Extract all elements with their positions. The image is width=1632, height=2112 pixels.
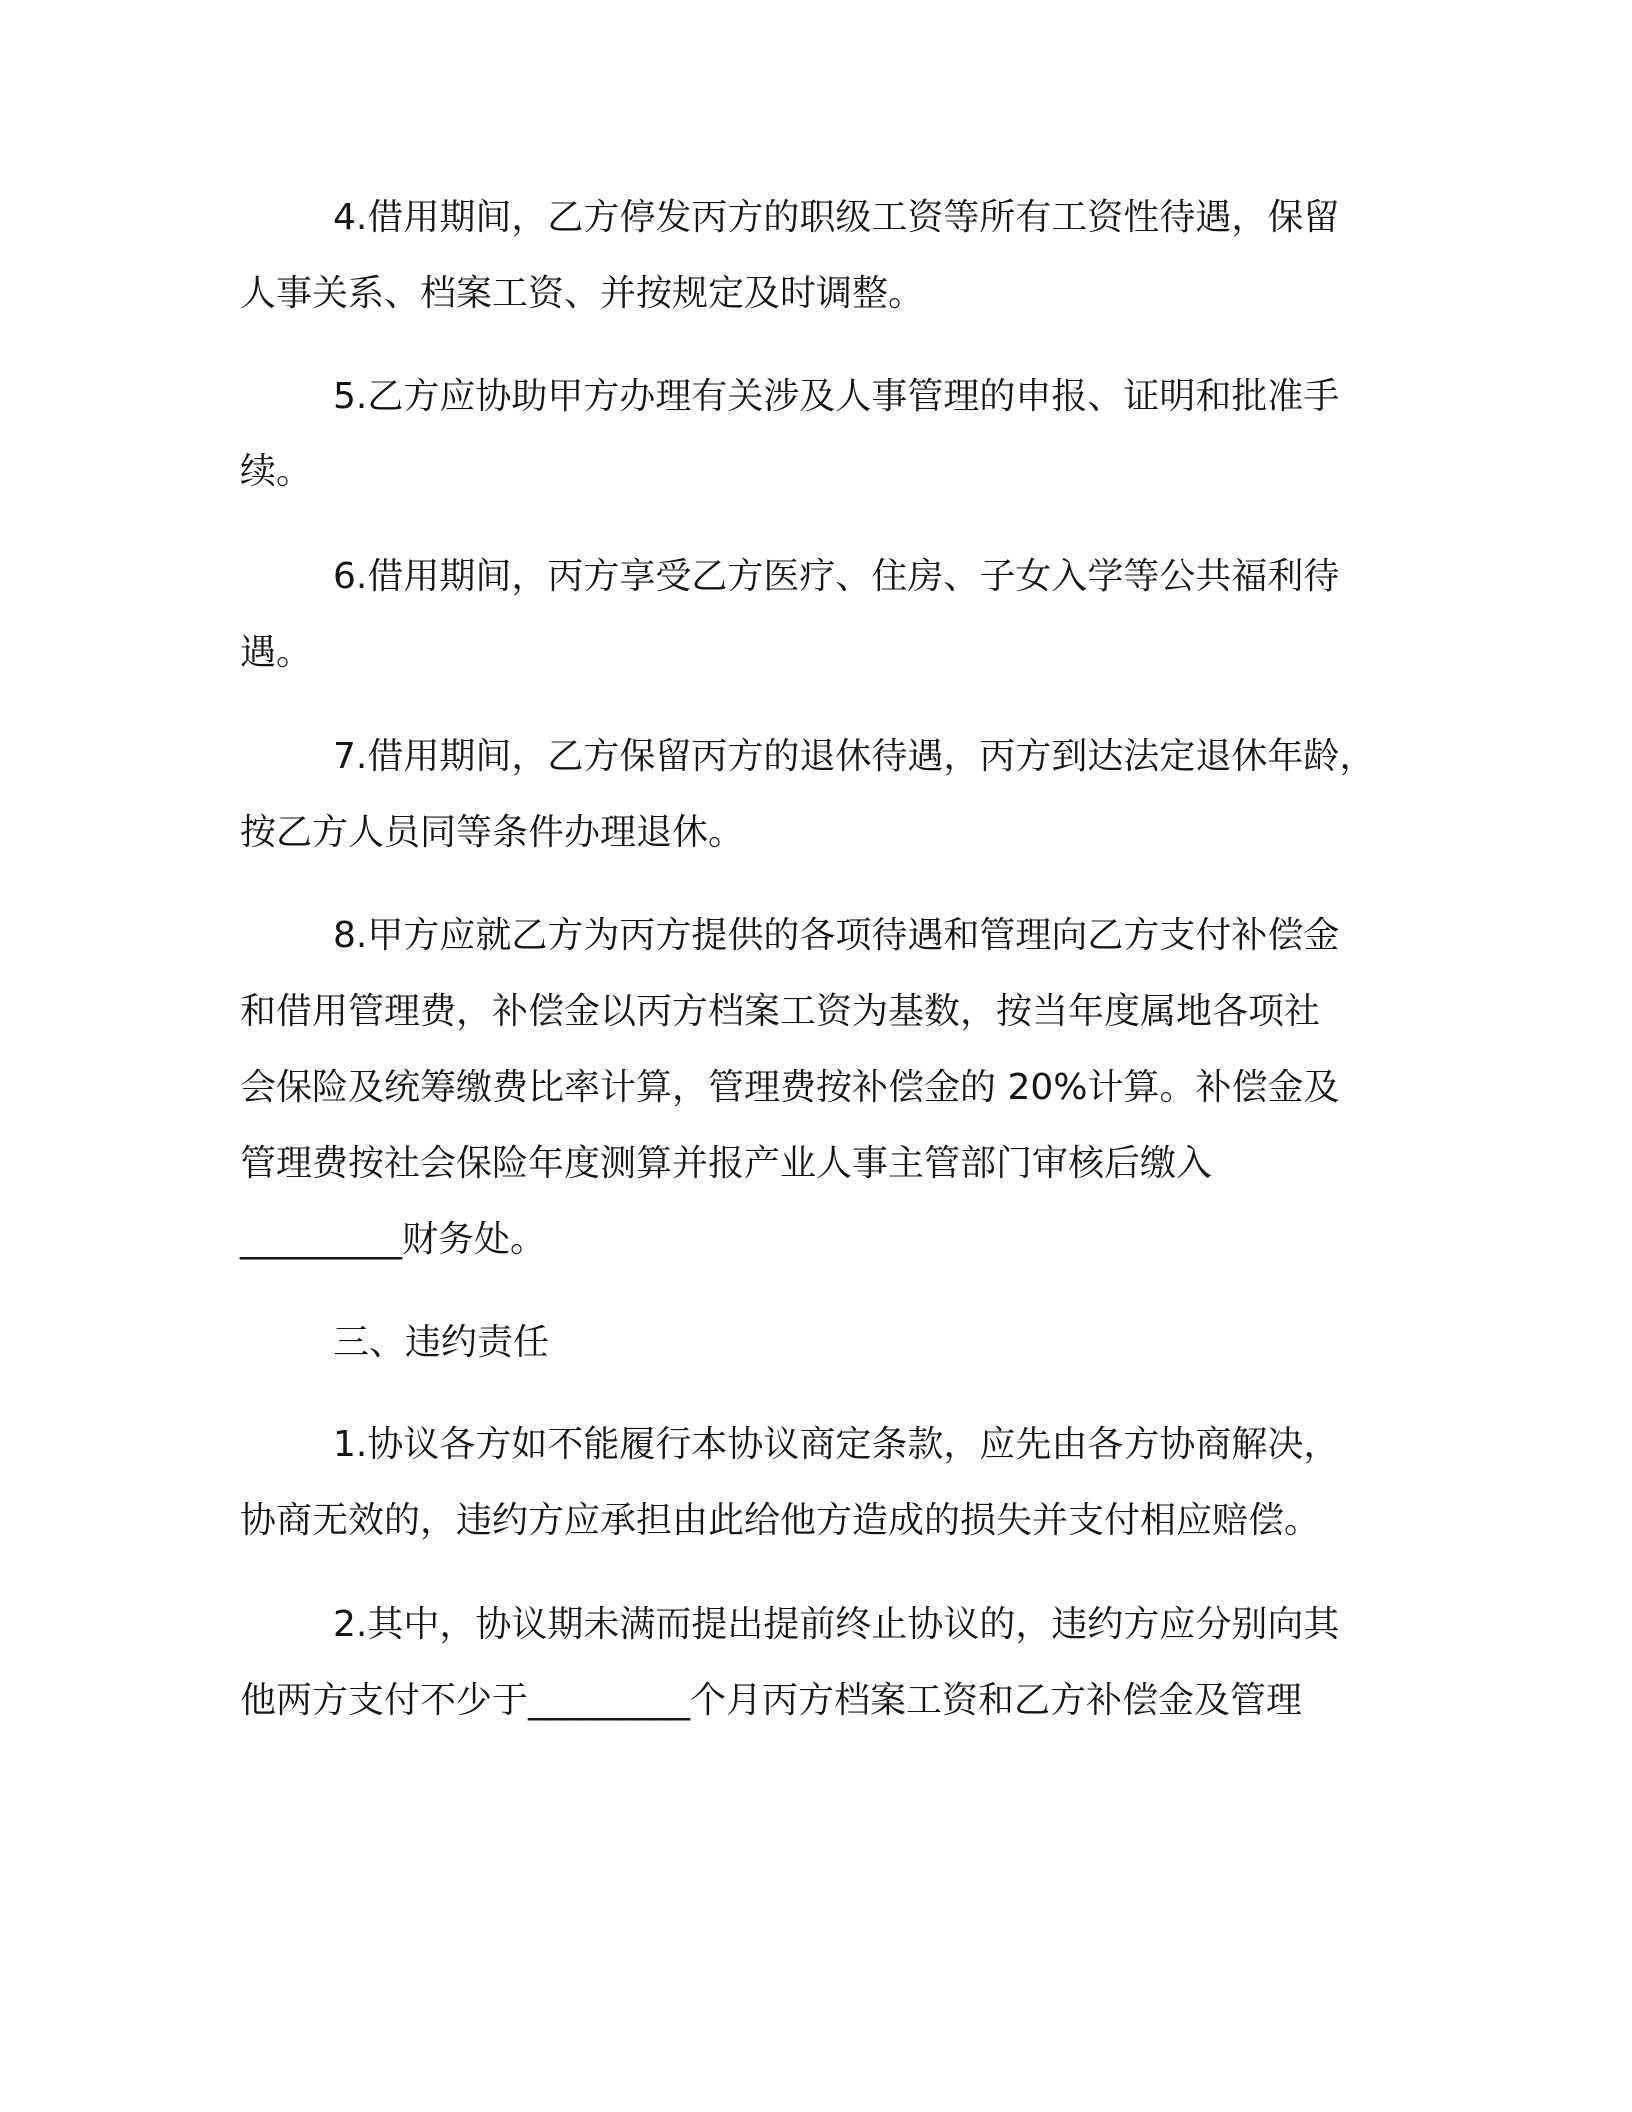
clause-4-line-1: 4.借用期间，乙方停发丙方的职级工资等所有工资性待遇，保留 — [333, 197, 1340, 238]
clause-7-line-2: 按乙方人员同等条件办理退休。 — [240, 812, 745, 853]
clause-8-line-5: _________财务处。 — [240, 1219, 547, 1260]
clause-8-line-3: 会保险及统筹缴费比率计算，管理费按补偿金的 20%计算。补偿金及 — [240, 1067, 1340, 1108]
clause-5-line-1: 5.乙方应协助甲方办理有关涉及人事管理的申报、证明和批准手 — [333, 376, 1340, 417]
liability-1-line-1: 1.协议各方如不能履行本协议商定条款，应先由各方协商解决， — [333, 1424, 1340, 1465]
clause-7-line-1: 7.借用期间，乙方保留丙方的退休待遇，丙方到达法定退休年龄， — [333, 736, 1376, 777]
clause-8-line-4: 管理费按社会保险年度测算并报产业人事主管部门审核后缴入 — [240, 1143, 1213, 1184]
clause-6-line-2: 遇。 — [240, 632, 313, 673]
liability-2-line-1: 2.其中，协议期未满而提出提前终止协议的，违约方应分别向其 — [333, 1604, 1340, 1645]
liability-2-line-2: 他两方支付不少于_________个月丙方档案工资和乙方补偿金及管理 — [240, 1680, 1303, 1721]
clause-8-line-1: 8.甲方应就乙方为丙方提供的各项待遇和管理向乙方支付补偿金 — [333, 915, 1340, 956]
clause-4-line-2: 人事关系、档案工资、并按规定及时调整。 — [240, 273, 925, 314]
section-heading: 三、违约责任 — [333, 1322, 550, 1363]
clause-6-line-1: 6.借用期间，丙方享受乙方医疗、住房、子女入学等公共福利待 — [333, 556, 1340, 597]
liability-1-line-2: 协商无效的，违约方应承担由此给他方造成的损失并支付相应赔偿。 — [240, 1500, 1321, 1541]
clause-8-line-2: 和借用管理费，补偿金以丙方档案工资为基数，按当年度属地各项社 — [240, 991, 1321, 1032]
clause-5-line-2: 续。 — [240, 451, 313, 492]
